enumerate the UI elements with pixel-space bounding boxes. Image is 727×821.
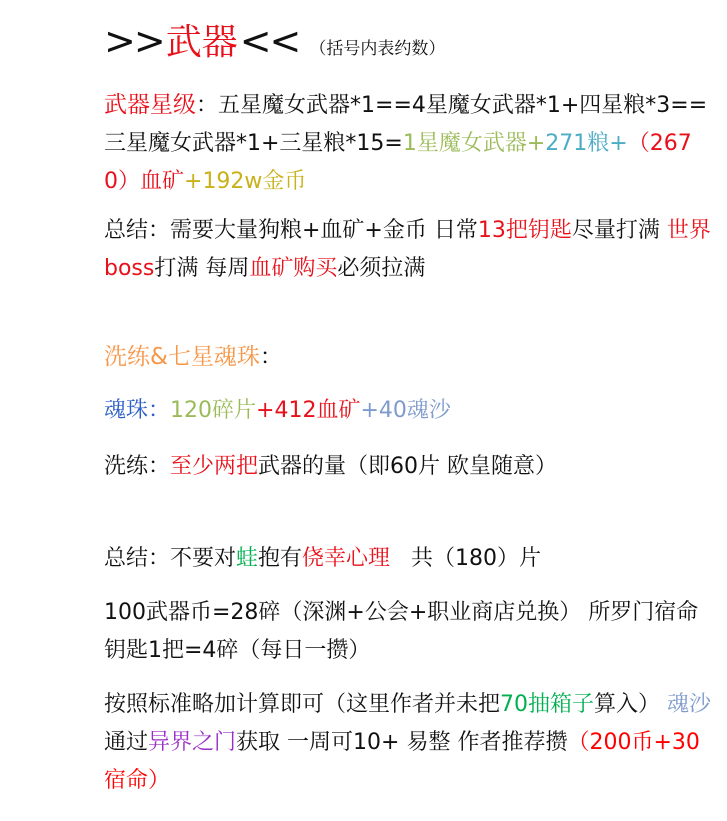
summary2-total: 共（180）片 [390, 546, 542, 571]
soul-orb-label: 魂珠： [104, 398, 171, 423]
exchange-text: 100武器币=28碎（深渊+公会+职业商店兑换） 所罗门宿命钥匙1把=4碎（每日一攒） [104, 600, 699, 663]
weapon-star-colon: ： [196, 93, 219, 118]
soul-orb-paragraph [104, 392, 716, 430]
summary2-frog: 蛙 [236, 546, 259, 571]
refine-heading-colon: ： [259, 345, 282, 370]
summary2-paragraph [104, 540, 716, 578]
summary1-text-1: 总结：需要大量狗粮+血矿+金币 日常 [104, 218, 478, 243]
exchange-paragraph [104, 594, 716, 670]
calc-otherworld-gate: 异界之门 [148, 730, 237, 755]
title-main: 武器 [165, 22, 238, 63]
calc-soul-sand: 魂沙 [667, 692, 712, 717]
weapon-star-one-star: 1星魔女武器 [402, 131, 527, 156]
summary1-blood-purchase: 血矿购买 [249, 256, 338, 281]
calc-text-2: 算入） [594, 692, 668, 717]
summary1-text-4: 必须拉满 [337, 256, 426, 281]
refine-heading [104, 338, 716, 377]
soul-orb-plus-2: + [360, 398, 379, 423]
refine-text: 武器的量（即60片 欧皇随意） [258, 454, 558, 479]
summary1-keys: 13把钥匙 [477, 218, 572, 243]
calc-text-1: 按照标准略加计算即可（这里作者并未把 [104, 692, 501, 717]
refine-at-least-two: 至少两把 [170, 454, 259, 479]
soul-orb-blood-ore: 412血矿 [274, 398, 361, 423]
calc-paragraph [104, 686, 716, 800]
weapon-star-blood-ore: （2670）血矿 [104, 131, 692, 194]
calc-recommend: （200币+30宿命） [104, 730, 700, 793]
weapon-star-paragraph [104, 86, 716, 201]
summary1-text-3: 打满 每周 [154, 256, 250, 281]
weapon-star-plus-1: + [526, 131, 546, 156]
weapon-star-formula: 五星魔女武器*1==4星魔女武器*1+四星粮*3==三星魔女武器*1+三星粮*15= [104, 93, 708, 156]
weapon-star-plus-2: + [184, 169, 203, 194]
summary1-text-2: 尽量打满 [571, 218, 667, 243]
summary1-paragraph [104, 212, 716, 288]
title-right-arrows: << [239, 19, 300, 63]
weapon-star-food: 271粮+ [545, 131, 628, 156]
summary2-text-2: 抱有 [258, 546, 303, 571]
title-note: （括号内表约数） [309, 39, 446, 59]
summary2-luck: 侥幸心理 [302, 546, 391, 571]
calc-70-draw-box: 70抽箱子 [500, 692, 595, 717]
refine-paragraph [104, 448, 716, 486]
soul-orb-fragments: 120碎片 [170, 398, 257, 423]
soul-orb-soul-sand: 40魂沙 [378, 398, 451, 423]
refine-heading-label: 洗练&七星魂珠 [104, 344, 260, 370]
title-left-arrows: >> [104, 19, 164, 63]
calc-text-4: 获取 一周可10+ 易整 作者推荐攒 [236, 730, 568, 755]
soul-orb-plus-1: + [256, 398, 275, 423]
refine-label: 洗练： [104, 454, 171, 479]
page-title [104, 14, 445, 70]
calc-text-3: 通过 [104, 730, 149, 755]
weapon-star-gold: 192w金币 [202, 169, 307, 194]
summary2-text-1: 总结：不要对 [104, 546, 237, 571]
weapon-star-label: 武器星级 [104, 92, 196, 118]
summary1-world-boss: 世界boss [104, 218, 711, 281]
